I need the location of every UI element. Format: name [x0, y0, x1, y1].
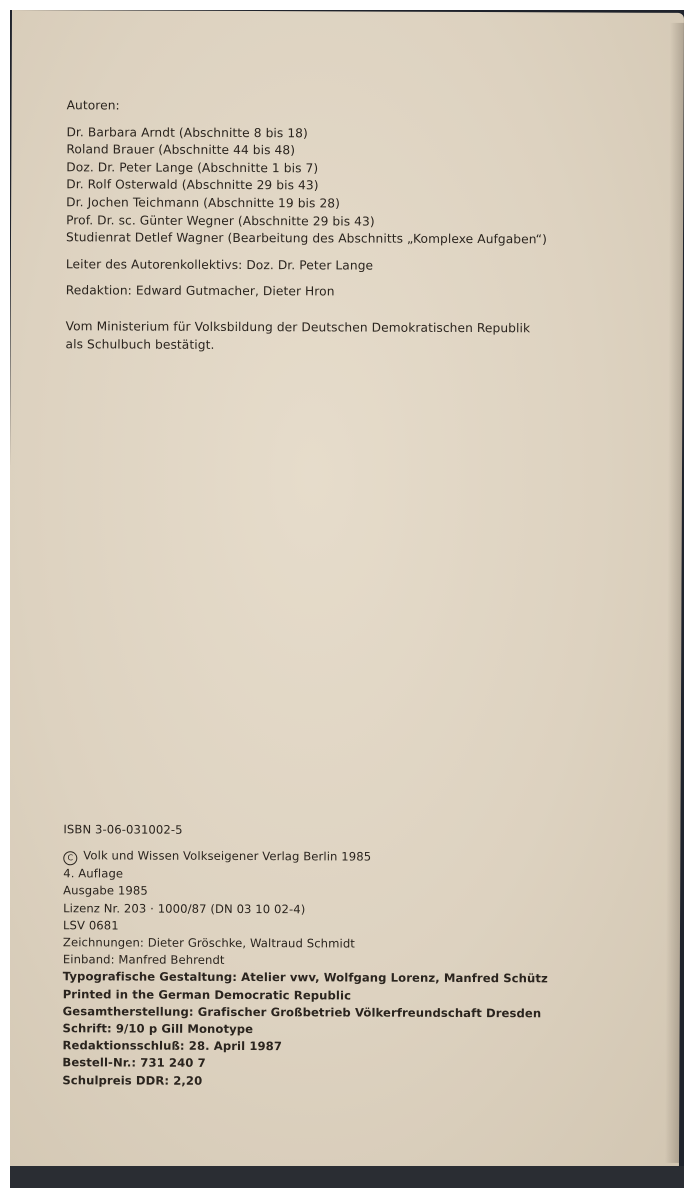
- author-line: Dr. Jochen Teichmann (Abschnitte 19 bis 28): [66, 195, 341, 211]
- typography: Typografische Gestaltung: Atelier vwv, Wolfgang Lorenz, Manfred Schütz: [62, 969, 548, 986]
- printed-in: Printed in the German Democratic Republic: [62, 986, 352, 1003]
- authors-section: [66, 97, 548, 355]
- author-line: Dr. Rolf Osterwald (Abschnitte 29 bis 43): [66, 177, 319, 193]
- binding: Einband: Manfred Behrendt: [62, 952, 225, 968]
- production: Gesamtherstellung: Grafischer Großbetrieb Völkerfreundschaft Dresden: [62, 1004, 542, 1021]
- imprint-section: [62, 821, 548, 1091]
- copyright-line: [63, 847, 548, 867]
- license: Lizenz Nr. 203 · 1000/87 (DN 03 10 02-4): [63, 900, 306, 916]
- collective-leader: Leiter des Autorenkollektivs: Doz. Dr. Peter Lange: [65, 256, 374, 273]
- isbn: ISBN 3-06-031002-5: [63, 822, 183, 837]
- author-line: Prof. Dr. sc. Günter Wegner (Abschnitte 29 bis 43): [66, 212, 375, 229]
- issue: Ausgabe 1985: [63, 883, 148, 899]
- page-edge-shadow: [665, 23, 684, 1163]
- lsv: LSV 0681: [62, 918, 119, 933]
- copyright-icon: C: [63, 851, 77, 865]
- order-number: Bestell-Nr.: 731 240 7: [62, 1055, 206, 1071]
- author-line: Studienrat Detlef Wagner (Bearbeitung des Abschnitts „Komplexe Aufgaben“): [65, 230, 548, 247]
- book-page: [10, 10, 684, 1173]
- publisher: Volk und Wissen Volkseigener Verlag Berlin 1985: [83, 848, 372, 864]
- edition: 4. Auflage: [63, 866, 124, 881]
- authors-heading: Autoren:: [66, 98, 120, 113]
- approval-line: Vom Ministerium für Volksbildung der Deutschen Demokratischen Republik: [65, 319, 531, 336]
- editors: Redaktion: Edward Gutmacher, Dieter Hron: [65, 283, 335, 299]
- photo-frame: [10, 10, 684, 1188]
- drawings: Zeichnungen: Dieter Gröschke, Waltraud Schmidt: [62, 935, 355, 951]
- bottom-shadow: [10, 1166, 684, 1188]
- author-line: Doz. Dr. Peter Lange (Abschnitte 1 bis 7): [66, 160, 319, 176]
- typeface: Schrift: 9/10 p Gill Monotype: [62, 1021, 254, 1037]
- school-price: Schulpreis DDR: 2,20: [62, 1072, 203, 1088]
- approval-line: als Schulbuch bestätigt.: [65, 336, 215, 352]
- author-line: Roland Brauer (Abschnitte 44 bis 48): [66, 142, 296, 158]
- editorial-deadline: Redaktionsschluß: 28. April 1987: [62, 1038, 283, 1054]
- author-line: Dr. Barbara Arndt (Abschnitte 8 bis 18): [66, 124, 308, 140]
